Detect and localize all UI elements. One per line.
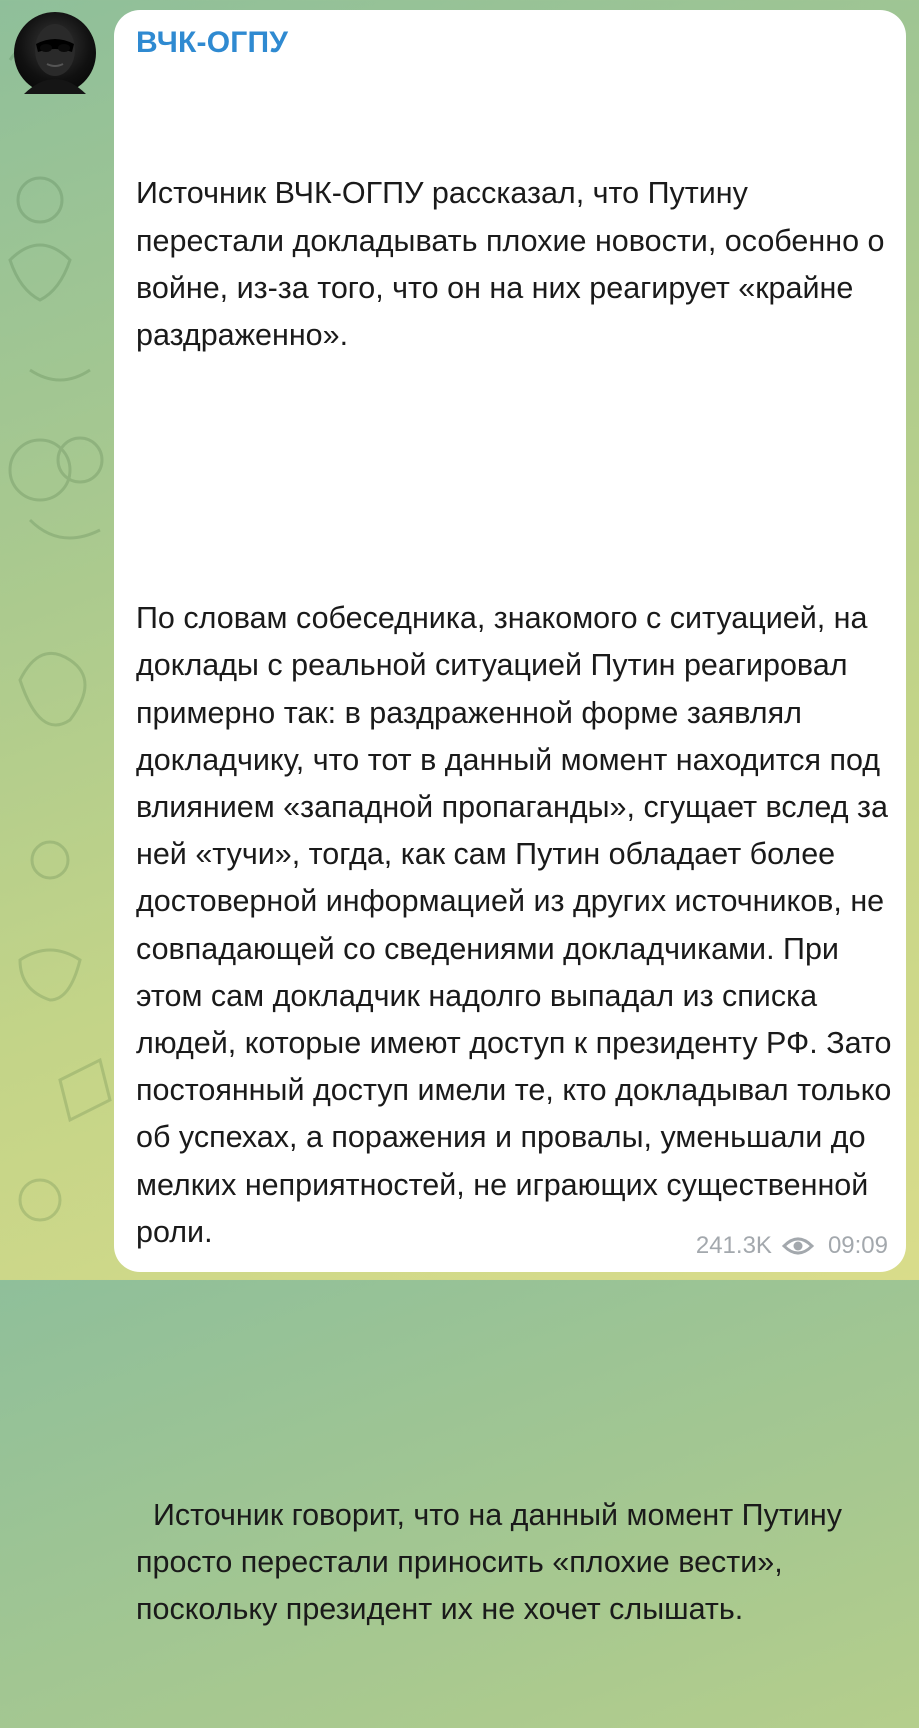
- channel-name[interactable]: ВЧК-ОГПУ: [136, 26, 289, 59]
- paragraph-spacer: [136, 454, 896, 501]
- channel-avatar[interactable]: [14, 12, 96, 94]
- message-time: 09:09: [827, 1232, 888, 1259]
- eye-icon: [782, 1235, 814, 1257]
- message-paragraph-1: Источник ВЧК-ОГПУ рассказал, что Путину перестали докладывать плохие новости, особенно о войне, из-за того, что он на них реагирует «крайне раздраженно».: [136, 176, 893, 353]
- message-paragraph-2: По словам собеседника, знакомого с ситуацией, на доклады с реальной ситуацией Путин реагировал примерно так: в раздраженной форме заявлял докладчику, что тот в данный момент находится под влиянием «западной пропаганды», сгущает вслед за ней «тучи», тогда, как сам Путин обладает более достоверной информацией из других источников, не совпадающей со сведениями докладчиками. При этом сам докладчик надолго выпадал из списка людей, которые имеют доступ к президенту РФ. Зато постоянный доступ имели те, кто докладывал только об успехах, а поражения и провалы, уменьшали до мелких неприятностей, не играющих существенной роли.: [136, 601, 900, 1249]
- message-meta: [696, 1232, 888, 1260]
- message-paragraph-3: Источник говорит, что на данный момент Путину просто перестали приносить «плохие вести», поскольку президент их не хочет слышать.: [136, 1498, 851, 1627]
- paragraph-spacer: [136, 1350, 896, 1397]
- message-bubble[interactable]: [114, 10, 906, 1627]
- view-count: 241.3K: [695, 1232, 772, 1259]
- masked-man-avatar-icon: [14, 12, 96, 94]
- message-text: [136, 76, 900, 1728]
